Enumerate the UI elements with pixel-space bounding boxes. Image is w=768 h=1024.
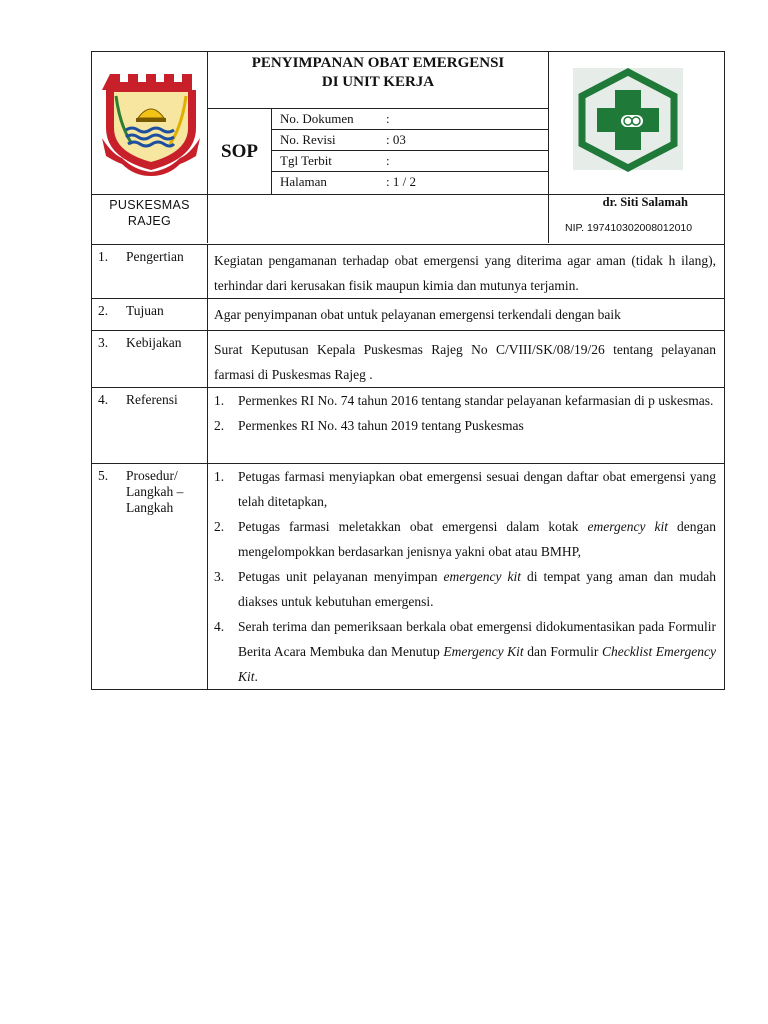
signatory-nip: NIP. 197410302008012010 <box>565 222 693 234</box>
doc-field-label: No. Revisi <box>280 132 336 147</box>
puskesmas-logo-icon <box>549 52 727 195</box>
sop-content-table <box>91 244 725 690</box>
document-header <box>91 51 725 194</box>
signatory-name: dr. Siti Salamah <box>602 195 688 209</box>
revision-row <box>272 130 548 151</box>
section-content: Surat Keputusan Kepala Puskesmas Rajeg No C/VIII/SK/08/19/26 tentang pelayanan farmasi di Puskesmas Rajeg . <box>208 331 725 388</box>
table-row <box>92 464 725 690</box>
title-line-1: PENYIMPANAN OBAT EMERGENSI <box>251 55 505 71</box>
item-text: Petugas unit pelayanan menyimpan <box>238 569 444 584</box>
list-item <box>214 388 716 413</box>
table-row <box>92 388 725 464</box>
item-number: 3. <box>214 569 225 584</box>
item-emphasis: Checklist Emergency Kit <box>238 644 716 684</box>
list-item <box>214 464 716 514</box>
sop-document <box>91 51 725 690</box>
section-number: 4. <box>98 392 109 407</box>
item-emphasis: emergency kit <box>587 519 668 534</box>
org-signature-row <box>91 194 725 244</box>
item-text: Petugas farmasi menyiapkan obat emergensi sesuai dengan daftar obat emergensi yang telah ditetapkan, <box>238 469 716 509</box>
doc-number-row <box>272 109 548 130</box>
page-row <box>272 172 548 193</box>
organization-name <box>92 195 208 243</box>
section-title: Pengertian <box>126 249 184 264</box>
section-label <box>92 331 208 388</box>
list-item <box>214 564 716 614</box>
tangerang-regency-seal-icon <box>92 52 208 195</box>
item-emphasis: Emergency Kit <box>443 644 524 659</box>
item-emphasis: emergency kit <box>443 569 521 584</box>
table-row <box>92 245 725 299</box>
item-text: Permenkes RI No. 74 tahun 2016 tentang standar pelayanan kefarmasian di p uskesmas. <box>238 393 714 408</box>
section-title: Referensi <box>126 392 178 407</box>
title-line: Langkah <box>126 500 174 515</box>
table-row <box>92 299 725 331</box>
list-item <box>214 614 716 689</box>
section-number: 2. <box>98 303 109 318</box>
section-number: 3. <box>98 335 109 350</box>
section-content <box>208 388 725 464</box>
doc-field-value: : 1 / 2 <box>386 174 416 189</box>
org-line-2: RAJEG <box>127 214 172 228</box>
document-title <box>208 52 548 109</box>
section-number: 1. <box>98 249 109 264</box>
issue-date-row <box>272 151 548 172</box>
item-number: 2. <box>214 519 225 534</box>
doc-field-value: : <box>386 111 390 126</box>
puskesmas-logo-cell <box>548 52 726 195</box>
doc-field-value: : <box>386 153 390 168</box>
section-content: Agar penyimpanan obat untuk pelayanan emergensi terkendali dengan baik <box>208 299 725 331</box>
section-label <box>92 388 208 464</box>
title-line: Prosedur/ <box>126 468 178 483</box>
section-title: Tujuan <box>126 303 164 318</box>
item-text: Permenkes RI No. 43 tahun 2019 tentang Puskesmas <box>238 418 524 433</box>
section-label <box>92 299 208 331</box>
item-text: . <box>254 669 258 684</box>
item-text: dan Formulir <box>523 644 602 659</box>
section-title <box>126 468 183 516</box>
title-line-2: DI UNIT KERJA <box>321 74 435 90</box>
item-number: 1. <box>214 469 225 484</box>
doc-field-label: Halaman <box>280 174 327 189</box>
section-content: Kegiatan pengamanan terhadap obat emergensi yang diterima agar aman (tidak h ilang), terhindar dari kerusakan fisik maupun kimia dan mutunya terjamin. <box>208 245 725 299</box>
doc-field-label: No. Dokumen <box>280 111 354 126</box>
table-row <box>92 331 725 388</box>
sop-label: SOP <box>208 109 272 195</box>
list-item <box>214 514 716 564</box>
section-label <box>92 464 208 690</box>
item-text: Serah terima dan pemeriksaan berkala obat emergensi didokumentasikan pada Formulir Berita Acara Membuka dan Menutup <box>238 619 716 659</box>
doc-field-value: : 03 <box>386 132 406 147</box>
item-text: dengan mengelompokkan berdasarkan jenisnya yakni obat atau BMHP, <box>238 519 716 559</box>
document-meta <box>272 109 548 193</box>
item-text: Petugas farmasi meletakkan obat emergensi dalam kotak <box>238 519 588 534</box>
org-line-1: PUSKESMAS <box>109 198 190 212</box>
section-title: Kebijakan <box>126 335 182 350</box>
item-number: 2. <box>214 418 225 433</box>
signature-block <box>548 195 726 243</box>
section-label <box>92 245 208 299</box>
doc-field-label: Tgl Terbit <box>280 153 332 168</box>
section-number: 5. <box>98 468 109 483</box>
item-text: di tempat yang aman dan mudah diakses untuk kebutuhan emergensi. <box>238 569 716 609</box>
item-number: 1. <box>214 393 225 408</box>
list-item <box>214 413 716 438</box>
item-number: 4. <box>214 619 225 634</box>
section-content <box>208 464 725 690</box>
regency-logo-cell <box>92 52 208 195</box>
title-line: Langkah – <box>126 484 184 499</box>
